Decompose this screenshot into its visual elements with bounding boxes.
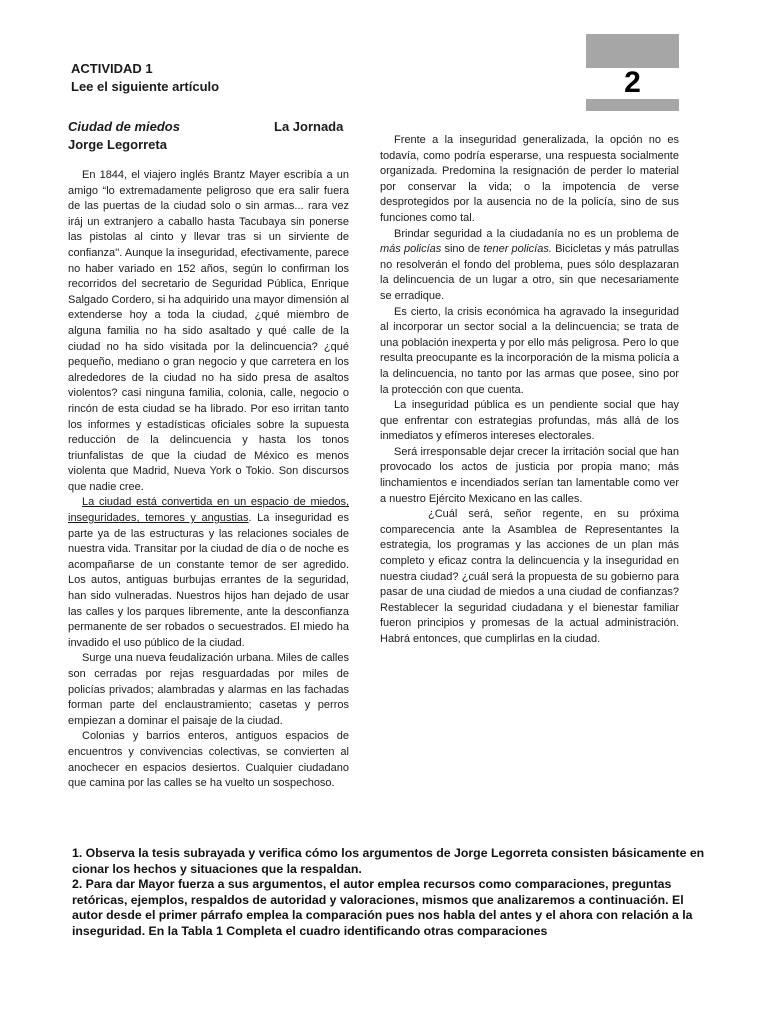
page-number: 2	[624, 66, 641, 99]
article-title: Ciudad de miedos	[68, 119, 180, 134]
right-paragraph-3: Es cierto, la crisis económica ha agravado la inseguridad al incorporar un sector social a la delincuencia; se trata de una población inexperta y por ello más peligrosa. Pero lo que resulta preocupante es la incorporación de la misma policía a la delincuencia, no tanto por las armas que posee, sino por la protección con que cuenta.	[380, 305, 679, 396]
article-title-row	[68, 118, 348, 136]
article-author: Jorge Legorreta	[68, 137, 167, 152]
page-number-bar-top	[586, 34, 679, 68]
questions-block	[72, 846, 708, 940]
right-paragraph-1: Frente a la inseguridad generalizada, la opción no es todavía, como podría esperarse, una respuesta socialmente organizada. Predomina la resignación de perder lo material por conservar la vida; o la impotencia de verse desprotegidos por la ausencia no de la policía, sino de sus funciones como tal.	[380, 134, 679, 224]
right-paragraph-2-b: sino de	[441, 243, 484, 256]
right-paragraph-4: La inseguridad pública es un pendiente social que hay que enfrentar con estrategias profundas, más allá de los inmediatos y efímeros intereses electorales.	[380, 399, 679, 443]
article-source: La Jornada	[274, 119, 344, 134]
activity-label: ACTIVIDAD 1	[71, 61, 153, 76]
activity-header	[71, 60, 219, 96]
right-paragraph-2-c: Bicicletas y más patrullas no resolverán el fondo del problema, pues sólo desplazaran la delincuencia de un lugar a otro, sin que necesariamente se erradique.	[380, 243, 679, 302]
thesis-underlined: La ciudad está convertida en un espacio de miedos, inseguridades, temores y angustias	[68, 496, 349, 525]
right-paragraph-6: ¿Cuál será, señor regente, en su próxima comparecencia ante la Asamblea de Representantes la estrategia, los programas y las acciones de un plan más completo y eficaz contra la delincuencia y la inseguridad en nuestra ciudad? ¿cuál será la propuesta de su gobierno para pasar de una ciudad de miedos a una ciudad de confianzas? Restablecer la seguridad ciudadana y el bienestar familiar fueron principios y promesas de la actual administración. Habrá entonces, que cumplirlas en la ciudad.	[380, 508, 679, 645]
left-paragraph-2	[68, 495, 349, 651]
question-2: 2. Para dar Mayor fuerza a sus argumentos, el autor emplea recursos como comparaciones, preguntas retóricas, ejemplos, respaldos de autoridad y valoraciones, mismos que analizaremos a continuación. El autor desde el primer párrafo emplea la comparación pues nos habla del antes y el ahora con relación a la inseguridad. En la Tabla 1 Completa el cuadro identificando otras comparaciones	[72, 877, 693, 938]
left-paragraph-2-rest: . La inseguridad es parte ya de las estructuras y las relaciones sociales de nuestra vida. Transitar por la ciudad de día o de noche es acompañarse de un constante temor de ser agredido. Los autos, antiguas burbujas errantes de la seguridad, han sido vulneradas. Nuestros hijos han dejado de usar las calles y los parques libremente, ante la desconfianza permanente de ser robados o secuestrados. El miedo ha invadido el uso público de la ciudad.	[68, 512, 349, 649]
right-paragraph-2	[380, 227, 679, 305]
page-number-box	[586, 34, 679, 111]
right-column	[380, 133, 679, 648]
right-paragraph-2-a: Brindar seguridad a la ciudadanía no es un problema de	[394, 227, 679, 240]
question-1: 1. Observa la tesis subrayada y verifica cómo los argumentos de Jorge Legorreta consisten básicamente en cionar los hechos y situaciones que la respaldan.	[72, 846, 705, 876]
right-paragraph-2-italic-2: tener policías.	[483, 243, 552, 256]
left-paragraph-4: Colonias y barrios enteros, antiguos espacios de encuentros y convivencias colectivas, se convierten al anochecer en espacios desiertos. Cualquier ciudadano que camina por las calles se ha vuelto un sospechoso.	[68, 730, 349, 790]
activity-instruction: Lee el siguiente artículo	[71, 79, 220, 94]
right-paragraph-5: Será irresponsable dejar crecer la irritación social que han provocado los actos de justicia por propia mano; más linchamientos e incendiados serían tan lamentable como ver a nuestro Ejército Mexicano en las calles.	[380, 445, 679, 505]
left-column	[68, 168, 349, 792]
left-paragraph-1: En 1844, el viajero inglés Brantz Mayer escribía a un amigo “lo extremadamente peligroso que era salir fuera de las puertas de la ciudad solo o sin armas... rara vez iráj un extranjero a caballo hasta Tacubaya sin ponerse las pistolas al cinto y llevar tras si un sirviente de confianza''. Aunque la inseguridad, efectivamente, parece no haber variado en 152 años, según lo confirman los recorridos del secretario de Seguridad Pública, Enrique Salgado Cordero, si ha adquirido una mayor dimensión al extenderse hoy a toda la ciudad, ¿qué miembro de alguna familia no ha sido asaltado y qué calle de la ciudad no ha sido visitada por la delincuencia? ¿qué pequeño, mediano o gran negocio y que carretera en los alrededores de la ciudad no ha sido presa de asaltos violentos? casi ninguna familia, colonia, calle, negocio o rincón de esta ciudad se ha librado. Por eso irritan tanto los informes y estadísticas oficiales sobre la supuesta reducción de la delincuencia y hasta los tonos triunfalistas de que la ciudad de México es menos violenta que Madrid, Nueva York o Tokio. Son discursos que nadie cree.	[68, 169, 349, 493]
page-number-bar-bottom	[586, 99, 679, 111]
right-paragraph-2-italic-1: más policías	[380, 243, 442, 256]
left-paragraph-3: Surge una nueva feudalización urbana. Miles de calles son cerradas por rejas resguardadas por miles de policías privados; alambradas y alarmas en las fachadas forman parte del enclaustramiento; casetas y perros empiezan a dominar el paisaje de la ciudad.	[68, 652, 349, 727]
